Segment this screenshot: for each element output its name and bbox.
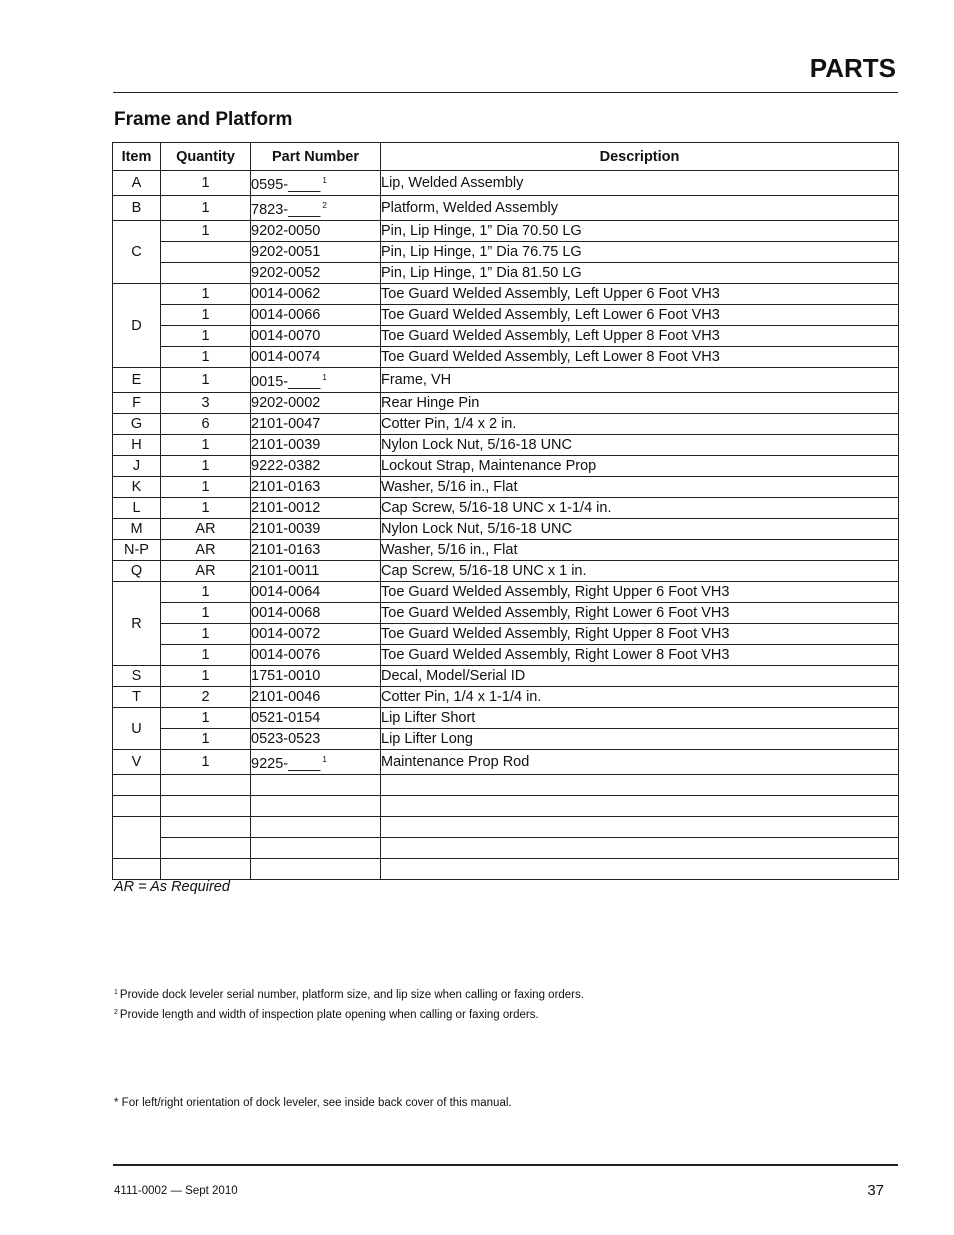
description-cell: Lip, Welded Assembly bbox=[381, 171, 899, 196]
quantity-cell: 1 bbox=[161, 750, 251, 775]
table-row bbox=[113, 263, 899, 284]
description-cell: Frame, VH bbox=[381, 368, 899, 393]
quantity-cell: 1 bbox=[161, 729, 251, 750]
part-number-text: 2101-0047 bbox=[251, 416, 321, 432]
table-row bbox=[113, 477, 899, 498]
item-cell: K bbox=[113, 477, 161, 498]
quantity-cell: 1 bbox=[161, 456, 251, 477]
table-row bbox=[113, 284, 899, 305]
description-cell: Cotter Pin, 1/4 x 1-1/4 in. bbox=[381, 687, 899, 708]
table-row bbox=[113, 708, 899, 729]
part-number-text: 2101-0039 bbox=[251, 437, 321, 453]
description-cell: Cap Screw, 5/16-18 UNC x 1 in. bbox=[381, 561, 899, 582]
column-header-item: Item bbox=[113, 143, 161, 171]
description-cell: Toe Guard Welded Assembly, Left Upper 8 Foot VH3 bbox=[381, 326, 899, 347]
description-cell: Cotter Pin, 1/4 x 2 in. bbox=[381, 414, 899, 435]
column-header-quantity: Quantity bbox=[161, 143, 251, 171]
footnote-reference: 1 bbox=[322, 755, 327, 764]
item-cell: G bbox=[113, 414, 161, 435]
footnote-text: Provide dock leveler serial number, platform size, and lip size when calling or faxing orders. bbox=[119, 989, 584, 1001]
part-number-text: 1751-0010 bbox=[251, 668, 321, 684]
description-cell: Pin, Lip Hinge, 1” Dia 81.50 LG bbox=[381, 263, 899, 284]
part-number-cell bbox=[251, 456, 381, 477]
part-number-cell bbox=[251, 838, 381, 859]
orientation-note: * For left/right orientation of dock leveler, see inside back cover of this manual. bbox=[114, 1097, 512, 1109]
part-number-cell bbox=[251, 603, 381, 624]
footnote-mark: 2 bbox=[114, 1009, 118, 1016]
item-cell: Q bbox=[113, 561, 161, 582]
page-number: 37 bbox=[867, 1182, 884, 1199]
part-number-text: 2101-0163 bbox=[251, 542, 321, 558]
part-number-text: 2101-0039 bbox=[251, 521, 321, 537]
quantity-cell bbox=[161, 796, 251, 817]
part-number-cell bbox=[251, 859, 381, 880]
description-cell bbox=[381, 817, 899, 838]
table-row bbox=[113, 859, 899, 880]
part-number-text: 0015-____ bbox=[251, 374, 321, 390]
item-cell bbox=[113, 775, 161, 796]
quantity-cell: 1 bbox=[161, 326, 251, 347]
table-row bbox=[113, 498, 899, 519]
table-row bbox=[113, 305, 899, 326]
table-row bbox=[113, 582, 899, 603]
table-row bbox=[113, 666, 899, 687]
table-row bbox=[113, 729, 899, 750]
header-divider bbox=[113, 92, 898, 93]
part-number-cell bbox=[251, 435, 381, 456]
quantity-cell: 1 bbox=[161, 624, 251, 645]
part-number-text: 0014-0070 bbox=[251, 328, 321, 344]
table-row bbox=[113, 368, 899, 393]
quantity-cell: 1 bbox=[161, 221, 251, 242]
parts-table-body bbox=[113, 171, 899, 880]
part-number-cell bbox=[251, 263, 381, 284]
quantity-cell: 1 bbox=[161, 645, 251, 666]
part-number-cell bbox=[251, 624, 381, 645]
table-row bbox=[113, 196, 899, 221]
table-row bbox=[113, 817, 899, 838]
table-row bbox=[113, 775, 899, 796]
part-number-text: 0521-0154 bbox=[251, 710, 321, 726]
part-number-cell bbox=[251, 242, 381, 263]
quantity-cell bbox=[161, 242, 251, 263]
quantity-cell: 1 bbox=[161, 477, 251, 498]
part-number-text: 2101-0046 bbox=[251, 689, 321, 705]
description-cell bbox=[381, 775, 899, 796]
page-header-title: PARTS bbox=[809, 53, 896, 83]
description-cell: Rear Hinge Pin bbox=[381, 393, 899, 414]
table-row bbox=[113, 796, 899, 817]
table-header-row bbox=[113, 143, 899, 171]
footnote bbox=[114, 1004, 584, 1024]
description-cell: Decal, Model/Serial ID bbox=[381, 666, 899, 687]
item-cell: T bbox=[113, 687, 161, 708]
footer-divider bbox=[113, 1164, 898, 1166]
item-cell: E bbox=[113, 368, 161, 393]
quantity-cell: 1 bbox=[161, 284, 251, 305]
footnote-reference: 1 bbox=[322, 176, 327, 185]
description-cell bbox=[381, 859, 899, 880]
quantity-cell bbox=[161, 838, 251, 859]
item-cell bbox=[113, 796, 161, 817]
part-number-text: 9225-____ bbox=[251, 756, 321, 772]
part-number-cell bbox=[251, 414, 381, 435]
part-number-text: 0014-0062 bbox=[251, 286, 321, 302]
part-number-cell bbox=[251, 368, 381, 393]
description-cell: Pin, Lip Hinge, 1” Dia 76.75 LG bbox=[381, 242, 899, 263]
quantity-cell: 1 bbox=[161, 708, 251, 729]
quantity-cell: 1 bbox=[161, 435, 251, 456]
part-number-cell bbox=[251, 171, 381, 196]
table-row bbox=[113, 624, 899, 645]
table-row bbox=[113, 540, 899, 561]
quantity-cell: AR bbox=[161, 519, 251, 540]
part-number-text: 9222-0382 bbox=[251, 458, 321, 474]
part-number-cell bbox=[251, 305, 381, 326]
part-number-cell bbox=[251, 582, 381, 603]
part-number-cell bbox=[251, 729, 381, 750]
table-row bbox=[113, 603, 899, 624]
item-cell: A bbox=[113, 171, 161, 196]
part-number-cell bbox=[251, 221, 381, 242]
part-number-cell bbox=[251, 775, 381, 796]
quantity-cell bbox=[161, 263, 251, 284]
table-row bbox=[113, 171, 899, 196]
footnotes bbox=[114, 984, 584, 1024]
part-number-cell bbox=[251, 817, 381, 838]
part-number-text: 9202-0051 bbox=[251, 244, 321, 260]
part-number-text: 2101-0012 bbox=[251, 500, 321, 516]
quantity-cell: 1 bbox=[161, 347, 251, 368]
part-number-cell bbox=[251, 326, 381, 347]
part-number-text: 7823-____ bbox=[251, 202, 321, 218]
description-cell: Washer, 5/16 in., Flat bbox=[381, 540, 899, 561]
part-number-cell bbox=[251, 708, 381, 729]
part-number-cell bbox=[251, 393, 381, 414]
table-row bbox=[113, 414, 899, 435]
quantity-cell bbox=[161, 775, 251, 796]
item-cell bbox=[113, 859, 161, 880]
table-row bbox=[113, 435, 899, 456]
part-number-cell bbox=[251, 645, 381, 666]
part-number-text: 0595-____ bbox=[251, 177, 321, 193]
part-number-text: 9202-0050 bbox=[251, 223, 321, 239]
table-row bbox=[113, 645, 899, 666]
description-cell: Lip Lifter Short bbox=[381, 708, 899, 729]
description-cell bbox=[381, 796, 899, 817]
item-cell: V bbox=[113, 750, 161, 775]
part-number-cell bbox=[251, 284, 381, 305]
quantity-cell: 1 bbox=[161, 171, 251, 196]
column-header-part-number: Part Number bbox=[251, 143, 381, 171]
description-cell: Lockout Strap, Maintenance Prop bbox=[381, 456, 899, 477]
footnote-text: Provide length and width of inspection plate opening when calling or faxing orders. bbox=[119, 1009, 539, 1021]
table-row bbox=[113, 687, 899, 708]
item-cell: C bbox=[113, 221, 161, 284]
footnote-reference: 2 bbox=[322, 201, 327, 210]
part-number-cell bbox=[251, 498, 381, 519]
description-cell: Toe Guard Welded Assembly, Right Lower 6 Foot VH3 bbox=[381, 603, 899, 624]
part-number-text: 0014-0066 bbox=[251, 307, 321, 323]
item-cell: N-P bbox=[113, 540, 161, 561]
section-title: Frame and Platform bbox=[114, 109, 293, 130]
as-required-note: AR = As Required bbox=[114, 879, 230, 895]
table-row bbox=[113, 750, 899, 775]
quantity-cell: 1 bbox=[161, 196, 251, 221]
part-number-cell bbox=[251, 477, 381, 498]
quantity-cell: 1 bbox=[161, 498, 251, 519]
footnote bbox=[114, 984, 584, 1004]
description-cell: Nylon Lock Nut, 5/16-18 UNC bbox=[381, 519, 899, 540]
quantity-cell: 1 bbox=[161, 666, 251, 687]
footnote-mark: 1 bbox=[114, 989, 118, 996]
item-cell: S bbox=[113, 666, 161, 687]
part-number-cell bbox=[251, 666, 381, 687]
description-cell: Lip Lifter Long bbox=[381, 729, 899, 750]
table-row bbox=[113, 393, 899, 414]
description-cell: Maintenance Prop Rod bbox=[381, 750, 899, 775]
quantity-cell bbox=[161, 859, 251, 880]
table-row bbox=[113, 561, 899, 582]
part-number-cell bbox=[251, 687, 381, 708]
part-number-cell bbox=[251, 519, 381, 540]
part-number-text: 0014-0076 bbox=[251, 647, 321, 663]
part-number-text: 9202-0052 bbox=[251, 265, 321, 281]
part-number-cell bbox=[251, 196, 381, 221]
item-cell: F bbox=[113, 393, 161, 414]
table-row bbox=[113, 347, 899, 368]
item-cell: M bbox=[113, 519, 161, 540]
part-number-cell bbox=[251, 561, 381, 582]
item-cell: B bbox=[113, 196, 161, 221]
item-cell: R bbox=[113, 582, 161, 666]
column-header-description: Description bbox=[381, 143, 899, 171]
item-cell: U bbox=[113, 708, 161, 750]
description-cell: Toe Guard Welded Assembly, Left Lower 6 Foot VH3 bbox=[381, 305, 899, 326]
item-cell: L bbox=[113, 498, 161, 519]
item-cell: J bbox=[113, 456, 161, 477]
description-cell: Platform, Welded Assembly bbox=[381, 196, 899, 221]
item-cell: D bbox=[113, 284, 161, 368]
description-cell: Toe Guard Welded Assembly, Right Upper 6 Foot VH3 bbox=[381, 582, 899, 603]
quantity-cell: AR bbox=[161, 540, 251, 561]
quantity-cell: 1 bbox=[161, 582, 251, 603]
part-number-text: 0523-0523 bbox=[251, 731, 321, 747]
footer-document-id: 4111-0002 — Sept 2010 bbox=[114, 1185, 238, 1197]
description-cell: Toe Guard Welded Assembly, Left Upper 6 Foot VH3 bbox=[381, 284, 899, 305]
table-row bbox=[113, 242, 899, 263]
description-cell: Toe Guard Welded Assembly, Left Lower 8 Foot VH3 bbox=[381, 347, 899, 368]
part-number-text: 0014-0074 bbox=[251, 349, 321, 365]
description-cell: Toe Guard Welded Assembly, Right Lower 8 Foot VH3 bbox=[381, 645, 899, 666]
parts-table bbox=[112, 142, 899, 880]
description-cell: Washer, 5/16 in., Flat bbox=[381, 477, 899, 498]
part-number-text: 2101-0163 bbox=[251, 479, 321, 495]
description-cell: Cap Screw, 5/16-18 UNC x 1-1/4 in. bbox=[381, 498, 899, 519]
part-number-text: 0014-0064 bbox=[251, 584, 321, 600]
item-cell: H bbox=[113, 435, 161, 456]
part-number-text: 9202-0002 bbox=[251, 395, 321, 411]
quantity-cell: 1 bbox=[161, 305, 251, 326]
description-cell bbox=[381, 838, 899, 859]
table-row bbox=[113, 519, 899, 540]
part-number-cell bbox=[251, 796, 381, 817]
quantity-cell: 2 bbox=[161, 687, 251, 708]
quantity-cell: AR bbox=[161, 561, 251, 582]
part-number-text: 2101-0011 bbox=[251, 563, 320, 579]
description-cell: Nylon Lock Nut, 5/16-18 UNC bbox=[381, 435, 899, 456]
quantity-cell bbox=[161, 817, 251, 838]
quantity-cell: 1 bbox=[161, 603, 251, 624]
footnote-reference: 1 bbox=[322, 373, 327, 382]
table-row bbox=[113, 326, 899, 347]
table-row bbox=[113, 456, 899, 477]
part-number-cell bbox=[251, 750, 381, 775]
quantity-cell: 6 bbox=[161, 414, 251, 435]
part-number-cell bbox=[251, 540, 381, 561]
description-cell: Toe Guard Welded Assembly, Right Upper 8 Foot VH3 bbox=[381, 624, 899, 645]
part-number-text: 0014-0072 bbox=[251, 626, 321, 642]
part-number-cell bbox=[251, 347, 381, 368]
description-cell: Pin, Lip Hinge, 1” Dia 70.50 LG bbox=[381, 221, 899, 242]
table-row bbox=[113, 838, 899, 859]
quantity-cell: 3 bbox=[161, 393, 251, 414]
part-number-text: 0014-0068 bbox=[251, 605, 321, 621]
table-row bbox=[113, 221, 899, 242]
item-cell bbox=[113, 817, 161, 859]
quantity-cell: 1 bbox=[161, 368, 251, 393]
